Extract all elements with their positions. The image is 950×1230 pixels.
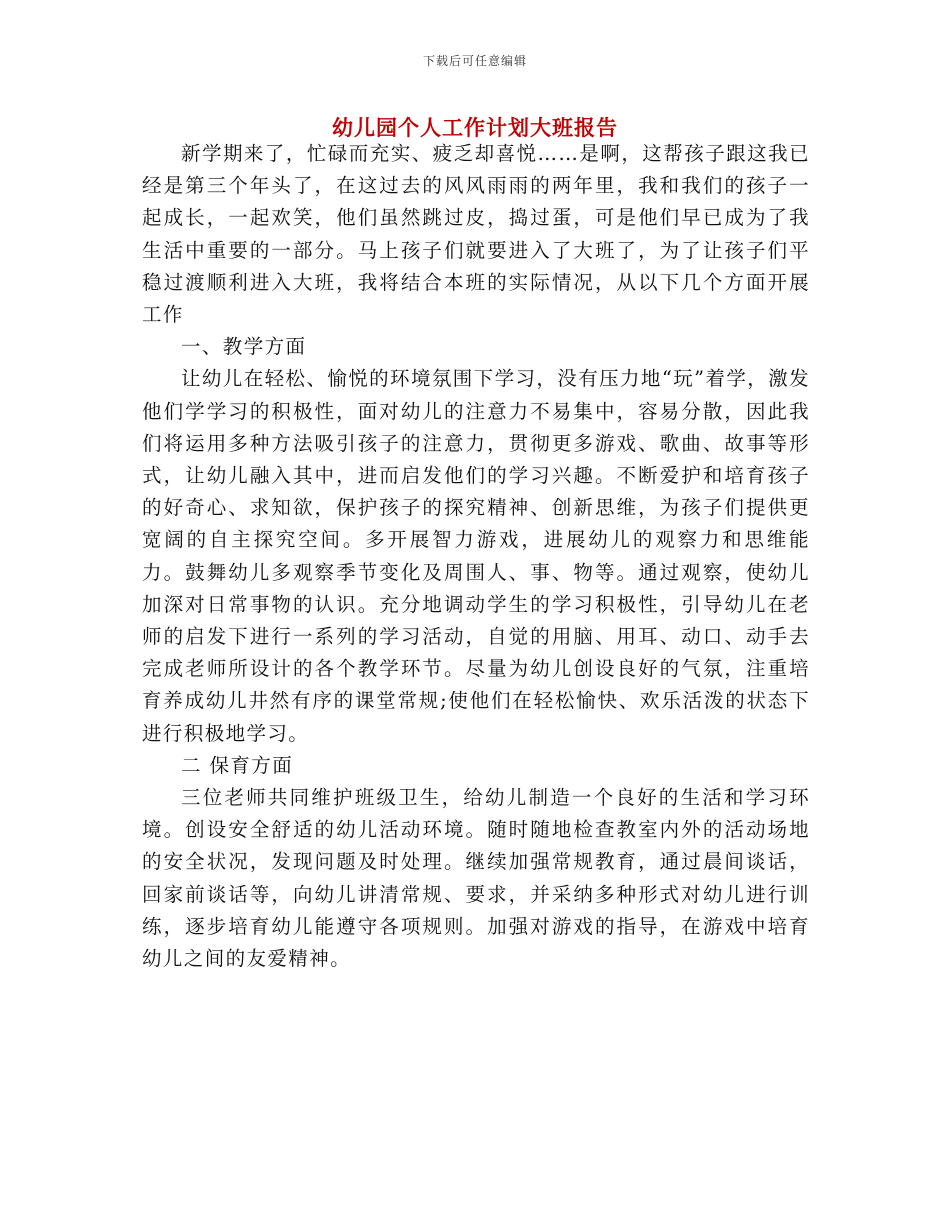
care-paragraph: 三位老师共同维护班级卫生，给幼儿制造一个良好的生活和学习环境。创设安全舒适的幼儿活动环境。随时随地检查教室内外的活动场地的安全状况，发现问题及时处理。继续加强常规教育，通过晨间谈话，回家前谈话等，向幼儿讲清常规、要求，并采纳多种形式对幼儿进行训练，逐步培育幼儿能遵守各项规则。加强对游戏的指导，在游戏中培育幼儿之间的友爱精神。 [142, 786, 810, 971]
header-note: 下载后可任意编辑 [422, 54, 527, 68]
document-title: 幼儿园个人工作计划大班报告 [332, 115, 618, 140]
section-heading-teaching: 一、教学方面 [181, 335, 307, 359]
teaching-paragraph: 让幼儿在轻松、愉悦的环境氛围下学习，没有压力地“玩”着学，激发他们学学习的积极性，面对幼儿的注意力不易集中，容易分散，因此我们将运用多种方法吸引孩子的注意力，贯彻更多游戏、歌曲、故事等形式，让幼儿融入其中，进而启发他们的学习兴趣。不断爱护和培育孩子的好奇心、求知欲，保护孩子的探究精神、创新思维，为孩子们提供更宽阔的自主探究空间。多开展智力游戏，进展幼儿的观察力和思维能力。鼓舞幼儿多观察季节变化及周围人、事、物等。通过观察，使幼儿加深对日常事物的认识。充分地调动学生的学习积极性，引导幼儿在老师的启发下进行一系列的学习活动，自觉的用脑、用耳、动口、动手去完成老师所设计的各个教学环节。尽量为幼儿创设良好的气氛，注重培育养成幼儿井然有序的课堂常规;使他们在轻松愉快、欢乐活泼的状态下进行积极地学习。 [142, 367, 810, 745]
document-body [142, 138, 810, 975]
intro-paragraph: 新学期来了，忙碌而充实、疲乏却喜悦……是啊，这帮孩子跟这我已经是第三个年头了，在这过去的风风雨雨的两年里，我和我们的孩子一起成长，一起欢笑，他们虽然跳过皮，捣过蛋，可是他们早已成为了我生活中重要的一部分。马上孩子们就要进入了大班了，为了让孩子们平稳过渡顺利进入大班，我将结合本班的实际情况，从以下几个方面开展工作 [142, 142, 810, 327]
section-heading-care: 二 保育方面 [181, 753, 294, 777]
